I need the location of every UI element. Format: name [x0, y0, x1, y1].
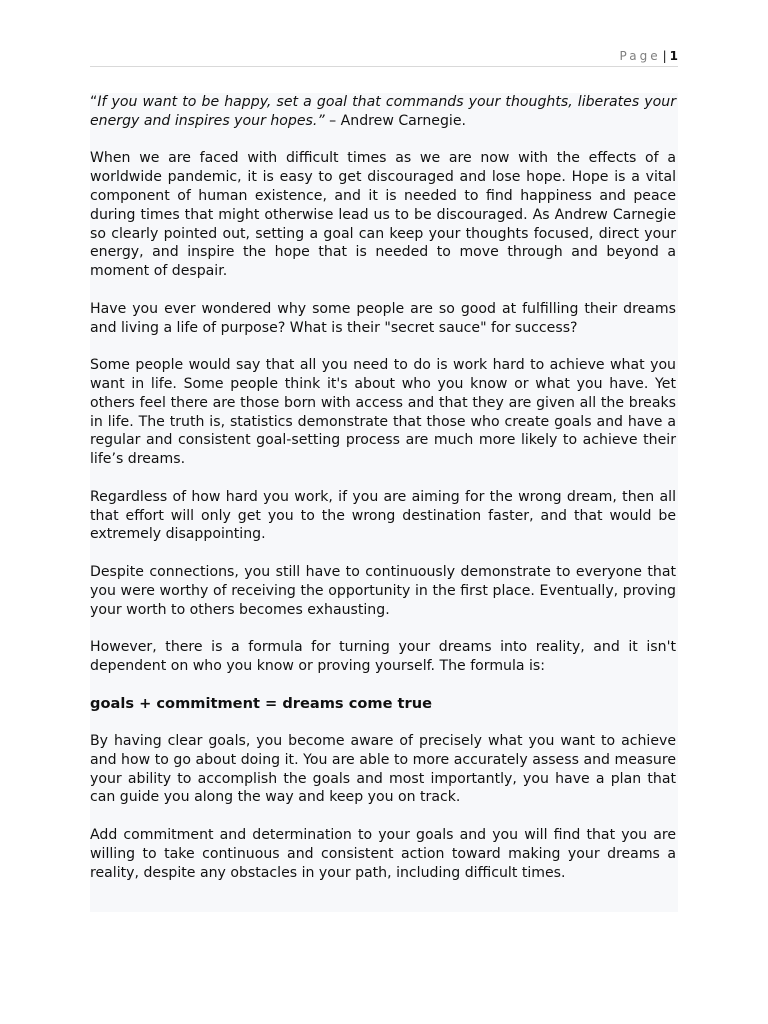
formula-heading: goals + commitment = dreams come true [90, 694, 433, 712]
opening-quote [90, 93, 676, 131]
paragraph: Have you ever wondered why some people are so good at fulfilling their dreams and living a life of purpose? What is their "secret sauce" for success? [90, 300, 676, 336]
paragraph: Add commitment and determination to your goals and you will find that you are willing to take continuous and consistent action toward making your dreams a reality, despite any obstacles in your path, including difficult times. [90, 827, 676, 881]
header-divider [90, 66, 678, 67]
page-separator: | [662, 49, 667, 63]
document-body [90, 93, 676, 901]
quote-text: If you want to be happy, set a goal that commands your thoughts, liberates your energy and inspires your hopes.” [90, 94, 676, 129]
paragraph: When we are faced with difficult times as we are now with the effects of a worldwide pandemic, it is easy to get discouraged and lose hope. Hope is a vital component of human existence, and it is needed to find happiness and peace during times that might otherwise lead us to be discouraged. As Andrew Carnegie so clearly pointed out, setting a goal can keep your thoughts focused, direct your energy, and inspire the hope that is needed to move through and beyond a moment of despair. [90, 150, 676, 280]
page-header [620, 46, 678, 66]
paragraph: Regardless of how hard you work, if you are aiming for the wrong dream, then all that effort will only get you to the wrong destination faster, and that would be extremely disappointing. [90, 488, 676, 543]
page-label: Page [619, 49, 661, 63]
paragraph: Some people would say that all you need to do is work hard to achieve what you want in life. Some people think it's about who you know or what you have. Yet others feel there are those born with access and that they are given all the breaks in life. The truth is, statistics demonstrate that those who create goals and have a regular and consistent goal-setting process are much more likely to achieve their life’s dreams. [90, 357, 676, 468]
paragraph: By having clear goals, you become aware of precisely what you want to achieve and how to go about doing it. You are able to more accurately assess and measure your ability to accomplish the goals and most importantly, you have a plan that can guide you along the way and keep you on track. [90, 733, 676, 806]
paragraph: Despite connections, you still have to continuously demonstrate to everyone that you were worthy of receiving the opportunity in the first place. Eventually, proving your worth to others becomes exhausting. [90, 563, 676, 618]
page-number: 1 [669, 49, 678, 63]
quote-attribution: – Andrew Carnegie. [324, 112, 466, 129]
paragraph: However, there is a formula for turning your dreams into reality, and it isn't dependent on who you know or proving yourself. The formula is: [90, 639, 676, 674]
quote-open-mark: “ [90, 94, 98, 110]
